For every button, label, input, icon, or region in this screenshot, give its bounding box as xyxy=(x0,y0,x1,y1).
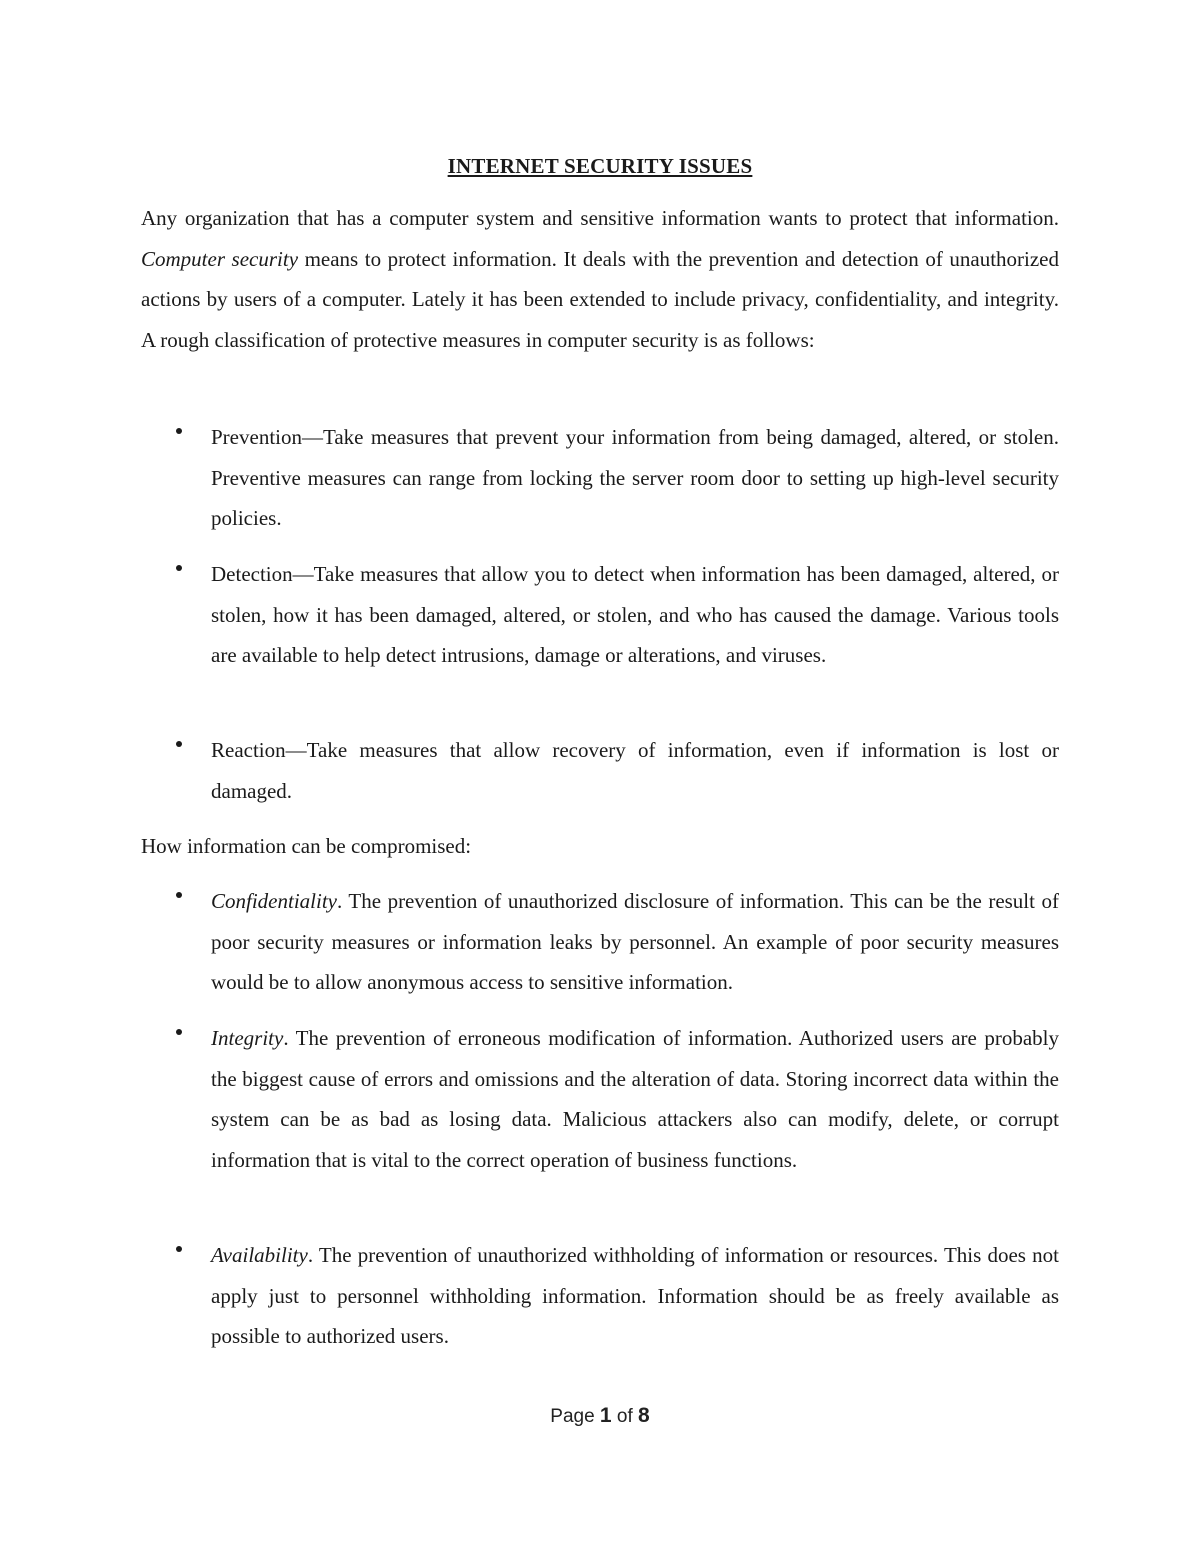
bullet-icon xyxy=(174,563,184,573)
bullet-icon xyxy=(174,1027,184,1037)
total-pages-number: 8 xyxy=(638,1404,650,1427)
intro-text-part1: Any organization that has a computer system and sensitive information wants to protect that information. xyxy=(141,206,1059,230)
intro-italic-term: Computer security xyxy=(141,246,299,271)
intro-text-part2: means to protect information. It deals with the prevention and detection of unauthorized actions by users of a computer. Lately it has been extended to include privacy, confidentiality, and integrity. A rough classification of protective measures in computer security is as follows: xyxy=(141,246,1059,352)
availability-text: . The prevention of unauthorized withholding of information or resources. This does not apply just to personnel withholding information. Information should be as freely available as possible to authorized users. xyxy=(211,1243,1059,1348)
term-integrity: Integrity xyxy=(211,1026,284,1050)
term-availability: Availability xyxy=(211,1243,308,1267)
confidentiality-text: . The prevention of unauthorized disclosure of information. This can be the result of poor security measures or information leaks by personnel. An example of poor security measures would be to allow anonymous access to sensitive information. xyxy=(211,889,1059,994)
list-item-reaction: Reaction—Take measures that allow recovery of information, even if information is lost or damaged. xyxy=(211,738,1059,803)
integrity-text: . The prevention of erroneous modification of information. Authorized users are probably the biggest cause of errors and omissions and the alteration of data. Storing incorrect data within the system can be as bad as losing data. Malicious attackers also can modify, delete, or corrupt information that is vital to the correct operation of business functions. xyxy=(211,1026,1059,1172)
list-item-detection: Detection—Take measures that allow you to detect when information has been damaged, altered, or stolen, how it has been damaged, altered, or stolen, and who has caused the damage. Various tools are available to help detect intrusions, damage or alterations, and viruses. xyxy=(211,562,1059,667)
page-number-footer xyxy=(0,1404,1200,1428)
document-title: INTERNET SECURITY ISSUES xyxy=(447,154,753,178)
of-word: of xyxy=(616,1406,633,1427)
list-item-integrity xyxy=(211,1018,1059,1180)
intro-paragraph xyxy=(141,198,1059,360)
bullet-icon xyxy=(174,426,184,436)
term-confidentiality: Confidentiality xyxy=(211,889,337,913)
page-word: Page xyxy=(550,1406,595,1427)
current-page-number: 1 xyxy=(599,1404,612,1427)
list-item-availability xyxy=(211,1235,1059,1357)
list-item-prevention: Prevention—Take measures that prevent your information from being damaged, altered, or stolen. Preventive measures can range from locking the server room door to setting up high-level security policies. xyxy=(211,425,1059,530)
bullet-icon xyxy=(174,739,184,749)
list-item-confidentiality xyxy=(211,881,1059,1003)
bullet-icon xyxy=(174,890,184,900)
compromised-heading: How information can be compromised: xyxy=(141,834,472,858)
bullet-icon xyxy=(174,1244,184,1254)
